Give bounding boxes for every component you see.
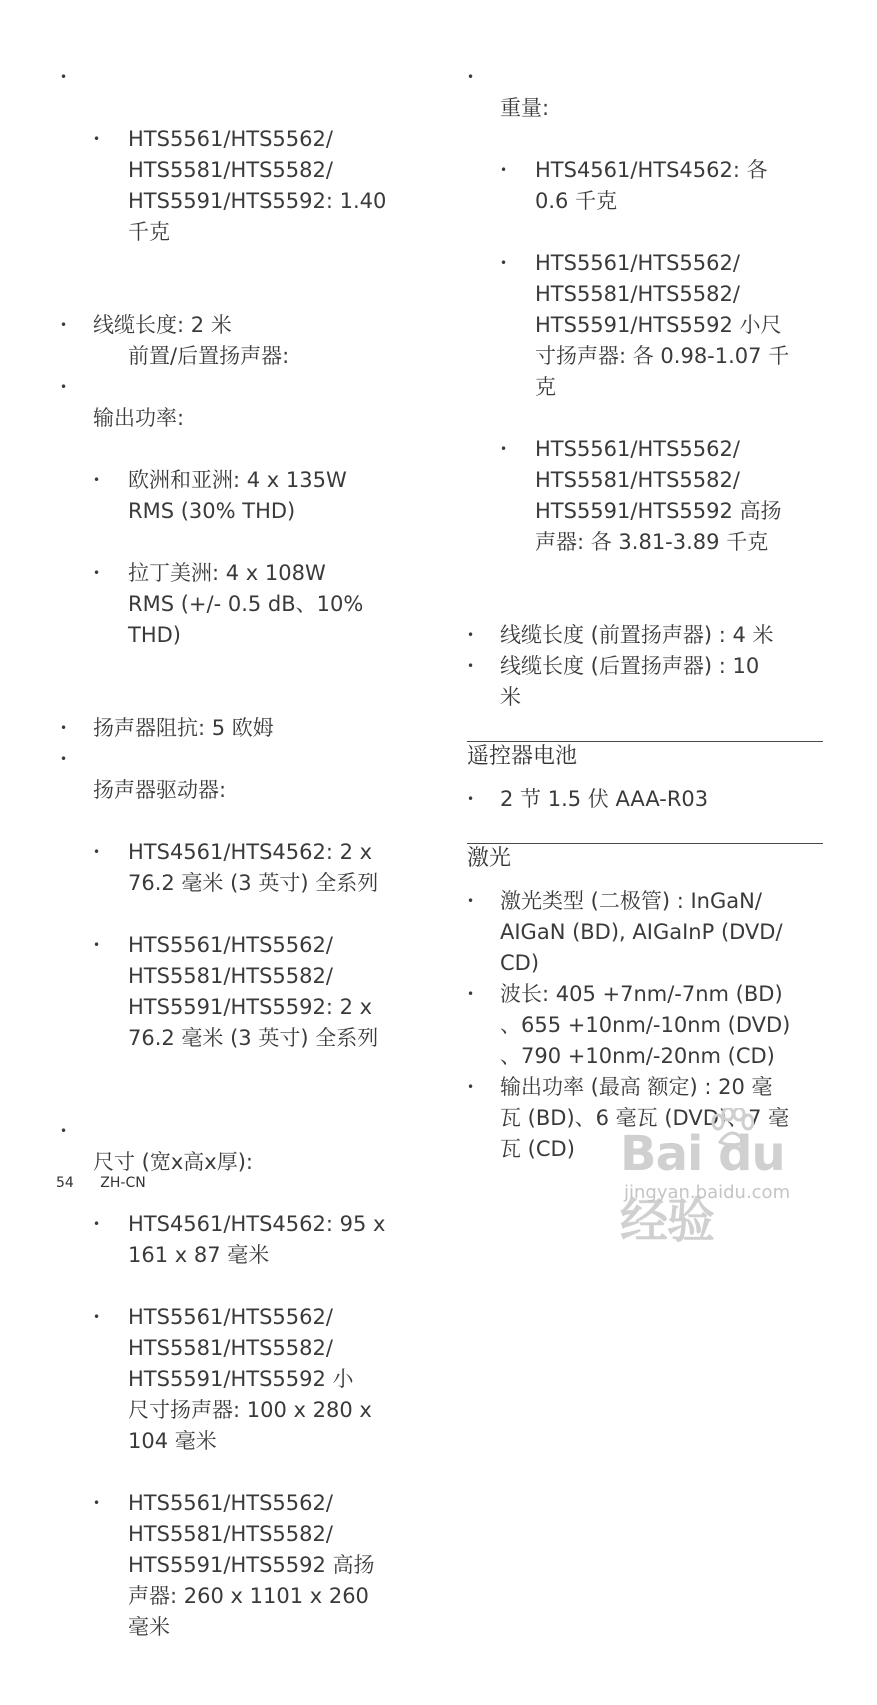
output-power-europe-asia: • 欧洲和亚洲: 4 x 135W RMS (30% THD) <box>93 465 420 527</box>
laser-type: • 激光类型 (二极管) : InGaN/ AIGaN (BD), AIGaInP (DVD/ CD) <box>467 886 823 979</box>
cable-length-continued: 前置/后置扬声器: <box>128 344 290 368</box>
output-power-latin-america: • 拉丁美洲: 4 x 108W RMS (+/- 0.5 dB、10% THD) <box>93 558 420 651</box>
remote-battery-item: • 2 节 1.5 伏 AAA-R03 <box>467 784 823 815</box>
driver-hts5561: • HTS5561/HTS5562/ HTS5581/HTS5582/ HTS5591/HTS5592: 2 x 76.2 毫米 (3 英寸) 全系列 <box>93 930 420 1054</box>
weight-small-speaker: • HTS5561/HTS5562/ HTS5581/HTS5582/ HTS5591/HTS5592 小尺 寸扬声器: 各 0.98-1.07 千 克 <box>500 248 823 403</box>
driver-hts4561: • HTS4561/HTS4562: 2 x 76.2 毫米 (3 英寸) 全系列 <box>93 837 420 899</box>
section-title-laser: 激光 <box>467 843 823 874</box>
page-footer <box>56 1175 146 1191</box>
baidu-watermark <box>620 1108 830 1249</box>
weight-tall-speaker: • HTS5561/HTS5562/ HTS5581/HTS5582/ HTS5591/HTS5592 高扬 声器: 各 3.81-3.89 千克 <box>500 434 823 558</box>
output-power <box>60 372 420 713</box>
cable-length: • 线缆长度: 2 米 <box>60 310 420 341</box>
spec-list-left <box>60 62 420 341</box>
dimensions-label: 尺寸 (宽x高x厚): <box>93 1150 253 1174</box>
dimension-tall-speaker: • HTS5561/HTS5562/ HTS5581/HTS5582/ HTS5591/HTS5592 高扬 声器: 260 x 1101 x 260 毫米 <box>93 1488 420 1643</box>
cable-length-rear: • 线缆长度 (后置扬声器) : 10 米 <box>467 651 823 713</box>
speaker-impedance: • 扬声器阻抗: 5 欧姆 <box>60 713 420 744</box>
weight-label: 重量: <box>500 96 550 120</box>
remote-battery-section <box>467 741 823 815</box>
cable-length-front: • 线缆长度 (前置扬声器) : 4 米 <box>467 620 823 651</box>
language-code: ZH-CN <box>100 1175 146 1191</box>
laser-wavelength: • 波长: 405 +7nm/-7nm (BD) 、655 +10nm/-10nm (DVD) 、790 +10nm/-20nm (CD) <box>467 979 823 1072</box>
dimensions <box>60 1116 420 1705</box>
right-column <box>467 62 823 1165</box>
watermark-logo: Bai du 经验 <box>620 1126 785 1249</box>
dimension-hts4561: • HTS4561/HTS4562: 95 x 161 x 87 毫米 <box>93 1209 420 1271</box>
watermark-url: jingyan.baidu.com <box>624 1182 791 1203</box>
dimension-small-speaker: • HTS5561/HTS5562/ HTS5581/HTS5582/ HTS5591/HTS5592 小 尺寸扬声器: 100 x 280 x 104 毫米 <box>93 1302 420 1457</box>
spec-list-right <box>467 62 823 713</box>
section-title-remote: 遥控器电池 <box>467 741 823 772</box>
speaker-drivers-label: 扬声器驱动器: <box>93 778 227 802</box>
output-power-label: 输出功率: <box>93 406 185 430</box>
weight <box>467 62 823 620</box>
left-column <box>60 62 420 1705</box>
weight-large-models: • • HTS5561/HTS5562/ HTS5581/HTS5582/ HTS5591/HTS5592: 1.40 千克 <box>93 124 420 248</box>
speaker-drivers <box>60 744 420 1116</box>
weight-hts4561: • HTS4561/HTS4562: 各 0.6 千克 <box>500 155 823 217</box>
laser-output-power: • 输出功率 (最高 额定) : 20 毫 瓦 (BD)、6 毫瓦 (DVD)、7 毫 瓦 (CD) <box>467 1072 823 1165</box>
list-item-continued <box>60 62 420 310</box>
spec-list-left-2 <box>60 372 420 1705</box>
page-number: 54 <box>56 1175 74 1191</box>
